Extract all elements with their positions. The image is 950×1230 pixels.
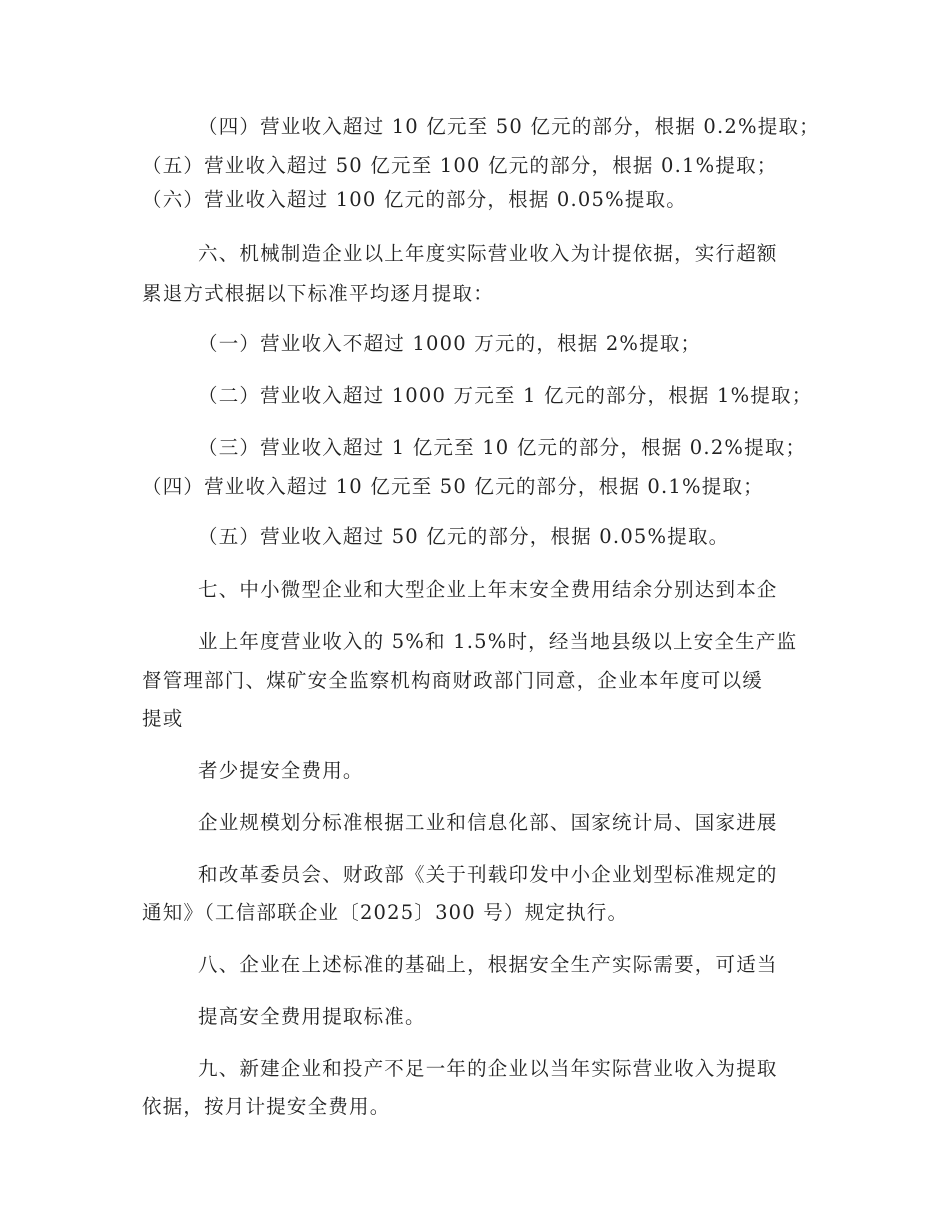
text-line-7: （二）营业收入超过 1000 万元至 1 亿元的部分，根据 1%提取； bbox=[198, 384, 813, 407]
text-line-22: 依据，按月计提安全费用。 bbox=[142, 1095, 391, 1118]
text-line-3: （六）营业收入超过 100 亿元的部分，根据 0.05%提取。 bbox=[142, 188, 687, 211]
text-line-18: 通知》（工信部联企业〔2025〕300 号）规定执行。 bbox=[142, 901, 629, 924]
text-line-17: 和改革委员会、财政部《关于刊载印发中小企业划型标准规定的 bbox=[198, 863, 778, 886]
text-line-1: （四）营业收入超过 10 亿元至 50 亿元的部分，根据 0.2%提取； bbox=[198, 115, 820, 138]
text-line-19: 八、企业在上述标准的基础上，根据安全生产实际需要，可适当 bbox=[198, 953, 778, 976]
text-line-14: 提或 bbox=[142, 707, 184, 730]
text-line-20: 提高安全费用提取标准。 bbox=[198, 1005, 426, 1028]
text-line-11: 七、中小微型企业和大型企业上年末安全费用结余分别达到本企 bbox=[198, 578, 778, 601]
text-line-21: 九、新建企业和投产不足一年的企业以当年实际营业收入为提取 bbox=[198, 1057, 778, 1080]
text-line-10: （五）营业收入超过 50 亿元的部分，根据 0.05%提取。 bbox=[198, 525, 730, 548]
text-line-16: 企业规模划分标准根据工业和信息化部、国家统计局、国家进展 bbox=[198, 811, 778, 834]
text-line-6: （一）营业收入不超过 1000 万元的，根据 2%提取； bbox=[198, 332, 702, 355]
text-line-5: 累退方式根据以下标准平均逐月提取： bbox=[142, 282, 494, 305]
text-line-13: 督管理部门、煤矿安全监察机构商财政部门同意，企业本年度可以缓 bbox=[142, 669, 764, 692]
text-line-12: 业上年度营业收入的 5%和 1.5%时，经当地县级以上安全生产监 bbox=[198, 630, 798, 653]
text-line-2: （五）营业收入超过 50 亿元至 100 亿元的部分，根据 0.1%提取； bbox=[142, 154, 778, 177]
text-line-4: 六、机械制造企业以上年度实际营业收入为计提依据，实行超额 bbox=[198, 242, 778, 265]
text-line-15: 者少提安全费用。 bbox=[198, 759, 364, 782]
text-line-8: （三）营业收入超过 1 亿元至 10 亿元的部分，根据 0.2%提取； bbox=[198, 436, 807, 459]
text-line-9: （四）营业收入超过 10 亿元至 50 亿元的部分，根据 0.1%提取； bbox=[142, 475, 764, 498]
